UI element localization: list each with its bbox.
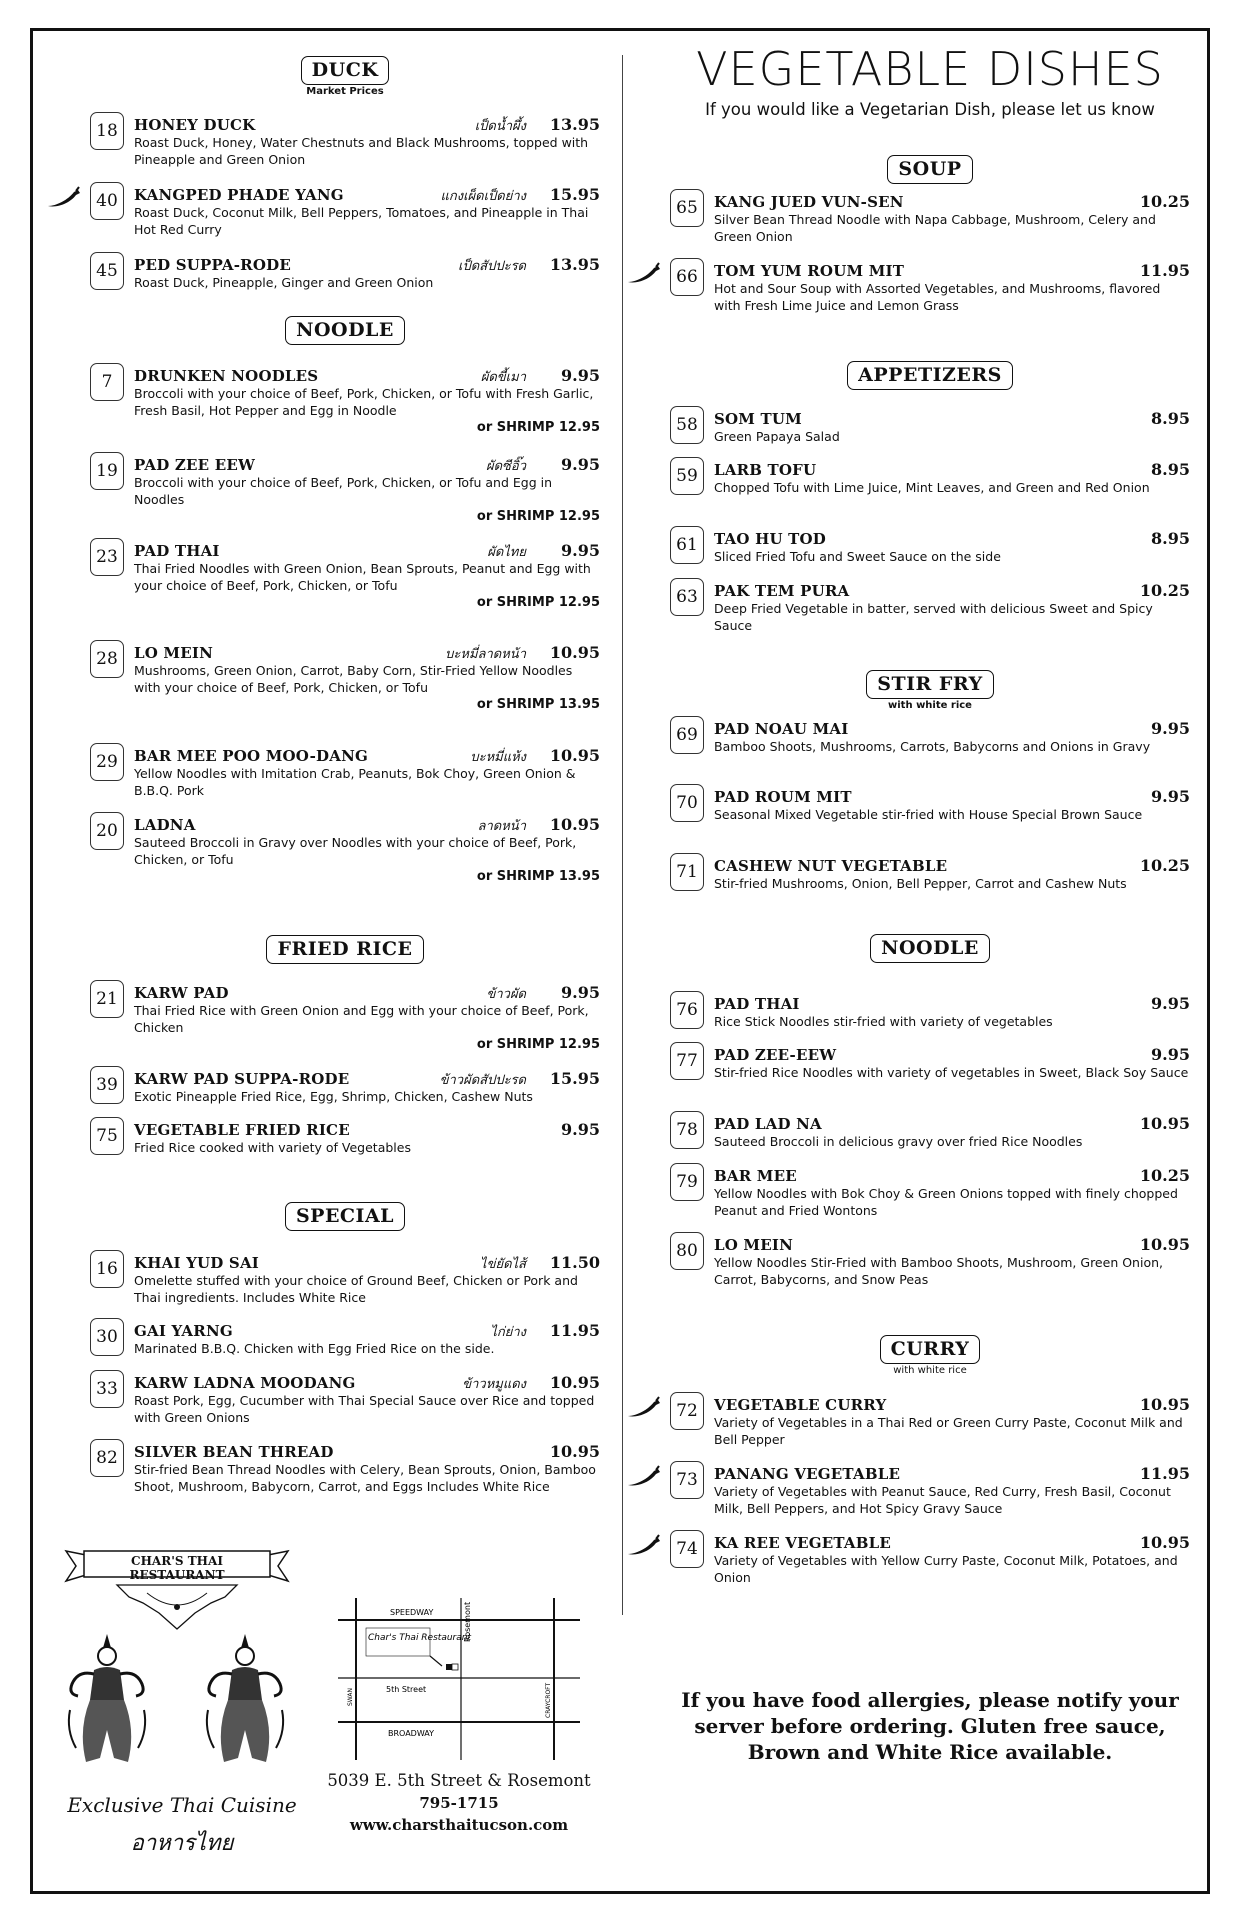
item-name: KHAI YUD SAI [134,1254,259,1272]
item-price: 8.95 [1151,529,1190,548]
item-name: GAI YARNG [134,1322,233,1340]
item-description: Stir-fried Bean Thread Noodles with Celery, Bean Sprouts, Onion, Bamboo Shoot, Mushroom, Babycorn, Carrot, and Eggs Includes White Rice [134,1462,596,1494]
item-number: 16 [90,1250,124,1288]
item-number: 28 [90,640,124,678]
appetizers-section [670,361,1190,390]
column-divider [622,55,623,1615]
item-thai-name: ผัดซีอิ๊ว [486,459,526,474]
phone-number: 795-1715 [419,1794,499,1812]
chili-pepper-icon [46,186,82,208]
item-name: PAD ZEE-EEW [714,1046,837,1064]
item-name: PAD ZEE EEW [134,456,256,474]
item-number: 20 [90,812,124,850]
special-section [90,1202,600,1231]
chili-pepper-icon [626,1465,662,1487]
item-number: 80 [670,1232,704,1270]
item-number: 70 [670,784,704,822]
item-thai-name: ข้าวผัดสัปปะรด [439,1073,526,1088]
shrimp-option: or SHRIMP 12.95 [476,595,600,610]
item-description: Yellow Noodles Stir-Fried with Bamboo Shoots, Mushroom, Green Onion, Carrot, Babycorns, and Snow Peas [714,1255,1163,1287]
item-description: Seasonal Mixed Vegetable stir-fried with House Special Brown Sauce [714,807,1143,822]
item-price: 11.95 [549,1321,600,1340]
stir-fry-section [670,670,1190,711]
item-description: Green Papaya Salad [714,429,840,444]
restaurant-logo [52,1545,312,1865]
item-price: 10.95 [549,815,600,834]
veg-noodle-section [670,934,1190,963]
item-description: Variety of Vegetables with Yellow Curry Paste, Coconut Milk, Potatoes, and Onion [714,1553,1178,1585]
item-name: BAR MEE [714,1167,797,1185]
item-description: Exotic Pineapple Fried Rice, Egg, Shrimp, Chicken, Cashew Nuts [134,1089,533,1104]
item-name: CASHEW NUT VEGETABLE [714,857,948,875]
fried-rice-section [90,935,600,964]
item-description: Roast Duck, Pineapple, Ginger and Green Onion [134,275,434,290]
section-subtitle: with white rice [888,700,972,711]
arrow-icon [430,1656,442,1666]
item-price: 9.95 [1151,1045,1190,1064]
map-label: BROADWAY [388,1729,435,1738]
item-description: Yellow Noodles with Bok Choy & Green Onions topped with finely chopped Peanut and Fried Wontons [714,1186,1178,1218]
item-price: 15.95 [549,1069,600,1088]
section-subtitle: with white rice [893,1365,967,1376]
item-description: Roast Pork, Egg, Cucumber with Thai Special Sauce over Rice and topped with Green Onions [134,1393,595,1425]
item-thai-name: ไก่ย่าง [490,1325,526,1340]
item-name: TOM YUM ROUM MIT [714,262,905,280]
item-price: 9.95 [561,983,600,1002]
map-label: Rosemont [463,1601,472,1642]
item-price: 10.95 [549,746,600,765]
item-description: Bamboo Shoots, Mushrooms, Carrots, Babycorns and Onions in Gravy [714,739,1151,754]
item-name: LO MEIN [134,644,214,662]
noodle-section [90,316,600,345]
item-number: 75 [90,1117,124,1155]
item-number: 65 [670,189,704,227]
item-number: 66 [670,258,704,296]
location-map [338,1598,580,1760]
item-number: 33 [90,1370,124,1408]
item-price: 10.25 [1139,192,1190,211]
section-title: DUCK [301,56,390,85]
item-number: 82 [90,1439,124,1477]
item-description: Chopped Tofu with Lime Juice, Mint Leaves, and Green and Red Onion [714,480,1150,495]
shrimp-option: or SHRIMP 13.95 [476,869,600,884]
item-number: 58 [670,406,704,444]
map-label: CRAYCROFT [545,1682,552,1718]
item-thai-name: ข้าวผัด [486,987,526,1002]
shrimp-option: or SHRIMP 12.95 [476,509,600,524]
restaurant-marker [446,1664,452,1670]
allergy-notice: If you have food allergies, please notify your server before ordering. Gluten free sauce, Brown and White Rice available. [681,1688,1179,1764]
section-title: NOODLE [870,934,990,963]
ornament-icon [107,1583,247,1631]
item-name: KARW PAD SUPPA-RODE [134,1070,350,1088]
duck-section [90,56,600,97]
item-price: 9.95 [561,1120,600,1139]
vegetable-dishes-subtitle: If you would like a Vegetarian Dish, please let us know [705,100,1155,119]
section-title: STIR FRY [866,670,993,699]
item-price: 10.95 [549,1373,600,1392]
item-description: Stir-fried Rice Noodles with variety of vegetables in Sweet, Black Soy Sauce [714,1065,1189,1080]
section-subtitle: Market Prices [306,86,384,97]
item-name: KA REE VEGETABLE [714,1534,891,1552]
item-thai-name: ไข่ยัดไส้ [480,1257,526,1272]
item-number: 39 [90,1066,124,1104]
item-thai-name: ข้าวหมูแดง [462,1377,526,1392]
item-thai-name: ผัดขี้เมา [480,370,526,385]
item-number: 19 [90,452,124,490]
item-number: 21 [90,980,124,1018]
item-description: Variety of Vegetables with Peanut Sauce, Red Curry, Fresh Basil, Coconut Milk, Bell Peppers, and Hot Spicy Gravy Sauce [714,1484,1171,1516]
shrimp-option: or SHRIMP 12.95 [476,420,600,435]
item-number: 71 [670,853,704,891]
item-description: Sauteed Broccoli in Gravy over Noodles with your choice of Beef, Pork, Chicken, or Tofu [134,835,577,867]
item-description: Omelette stuffed with your choice of Ground Beef, Chicken or Pork and Thai ingredients. Includes White Rice [134,1273,578,1305]
item-price: 10.25 [1139,856,1190,875]
item-price: 15.95 [549,185,600,204]
item-name: KANG JUED VUN-SEN [714,193,904,211]
item-description: Fried Rice cooked with variety of Vegetables [134,1140,411,1155]
item-name: PAK TEM PURA [714,582,850,600]
item-description: Rice Stick Noodles stir-fried with variety of vegetables [714,1014,1053,1029]
item-description: Hot and Sour Soup with Assorted Vegetables, and Mushrooms, flavored with Fresh Lime Juice and Lemon Grass [714,281,1161,313]
item-number: 74 [670,1530,704,1568]
map-label: 5th Street [386,1685,427,1694]
item-price: 10.25 [1139,1166,1190,1185]
item-name: SILVER BEAN THREAD [134,1443,334,1461]
thai-dancer-icon [202,1630,288,1770]
item-description: Mushrooms, Green Onion, Carrot, Baby Corn, Stir-Fried Yellow Noodles with your choice of Beef, Pork, Chicken, or Tofu [134,663,573,695]
item-description: Thai Fried Noodles with Green Onion, Bean Sprouts, Peanut and Egg with your choice of Beef, Pork, Chicken, or Tofu [134,561,591,593]
item-price: 9.95 [1151,994,1190,1013]
item-price: 10.25 [1139,581,1190,600]
item-price: 11.50 [549,1253,600,1272]
item-thai-name: แกงเผ็ดเป็ดย่าง [440,189,526,204]
item-name: PAD THAI [714,995,800,1013]
section-title: SOUP [887,155,972,184]
website: www.charsthaitucson.com [349,1816,569,1834]
item-number: 45 [90,252,124,290]
item-description: Deep Fried Vegetable in batter, served with delicious Sweet and Spicy Sauce [714,601,1153,633]
soup-section [670,155,1190,184]
item-description: Thai Fried Rice with Green Onion and Egg with your choice of Beef, Pork, Chicken [134,1003,589,1035]
item-name: PAD THAI [134,542,220,560]
item-description: Roast Duck, Coconut Milk, Bell Peppers, Tomatoes, and Pineapple in Thai Hot Red Curry [134,205,589,237]
item-description: Sliced Fried Tofu and Sweet Sauce on the side [714,549,1001,564]
section-title: APPETIZERS [847,361,1013,390]
item-description: Variety of Vegetables in a Thai Red or Green Curry Paste, Coconut Milk and Bell Pepper [714,1415,1183,1447]
map-label: SPEEDWAY [390,1608,434,1617]
item-name: KARW PAD [134,984,229,1002]
thai-tagline: อาหารไทย [130,1831,234,1856]
item-number: 79 [670,1163,704,1201]
item-name: PANANG VEGETABLE [714,1465,901,1483]
item-name: VEGETABLE FRIED RICE [134,1121,350,1139]
item-thai-name: เป็ดน้ำผึ้ง [474,119,526,134]
item-name: LARB TOFU [714,461,817,479]
shrimp-option: or SHRIMP 13.95 [476,697,600,712]
item-name: PAD NOAU MAI [714,720,849,738]
item-number: 63 [670,578,704,616]
item-price: 10.95 [1139,1395,1190,1414]
item-number: 77 [670,1042,704,1080]
street-address: 5039 E. 5th Street & Rosemont [327,1771,591,1790]
item-name: KANGPED PHADE YANG [134,186,344,204]
item-price: 9.95 [561,366,600,385]
item-number: 73 [670,1461,704,1499]
item-description: Yellow Noodles with Imitation Crab, Peanuts, Bok Choy, Green Onion & B.B.Q. Pork [134,766,576,798]
item-price: 11.95 [1139,1464,1190,1483]
item-price: 10.95 [1139,1533,1190,1552]
shrimp-option: or SHRIMP 12.95 [476,1037,600,1052]
item-price: 10.95 [549,1442,600,1461]
item-name: PAD LAD NA [714,1115,822,1133]
item-thai-name: เป็ดสัปปะรด [458,259,526,274]
item-number: 18 [90,112,124,150]
tagline: Exclusive Thai Cuisine [67,1793,297,1817]
item-number: 69 [670,716,704,754]
item-price: 13.95 [549,115,600,134]
item-price: 9.95 [561,541,600,560]
item-price: 11.95 [1139,261,1190,280]
item-name: LADNA [134,816,196,834]
item-name: DRUNKEN NOODLES [134,367,319,385]
item-name: KARW LADNA MOODANG [134,1374,356,1392]
map-label: Char's Thai Restaurant [368,1633,471,1643]
item-name: BAR MEE POO MOO-DANG [134,747,369,765]
section-title: NOODLE [285,316,405,345]
section-title: SPECIAL [285,1202,405,1231]
item-thai-name: บะหมี่ลาดหน้า [445,647,526,662]
item-number: 29 [90,743,124,781]
item-price: 8.95 [1151,409,1190,428]
item-description: Broccoli with your choice of Beef, Pork, Chicken, or Tofu with Fresh Garlic, Fresh Basil, Hot Pepper and Egg in Noodle [134,386,594,418]
item-name: HONEY DUCK [134,116,256,134]
item-number: 23 [90,538,124,576]
item-price: 8.95 [1151,460,1190,479]
chili-pepper-icon [626,1396,662,1418]
curry-section [670,1335,1190,1376]
item-name: PAD ROUM MIT [714,788,852,806]
item-number: 72 [670,1392,704,1430]
vegetable-dishes-title: VEGETABLE DISHES [696,42,1164,96]
item-description: Sauteed Broccoli in delicious gravy over fried Rice Noodles [714,1134,1083,1149]
item-description: Marinated B.B.Q. Chicken with Egg Fried Rice on the side. [134,1341,495,1356]
item-thai-name: ลาดหน้า [477,819,526,834]
item-price: 10.95 [1139,1114,1190,1133]
item-number: 30 [90,1318,124,1356]
item-number: 78 [670,1111,704,1149]
section-title: CURRY [880,1335,981,1364]
item-price: 13.95 [549,255,600,274]
item-thai-name: บะหมี่แห้ง [470,750,526,765]
item-description: Roast Duck, Honey, Water Chestnuts and Black Mushrooms, topped with Pineapple and Green Onion [134,135,589,167]
item-description: Broccoli with your choice of Beef, Pork, Chicken, or Tofu and Egg in Noodles [134,475,553,507]
item-price: 9.95 [1151,719,1190,738]
item-price: 9.95 [1151,787,1190,806]
item-number: 61 [670,526,704,564]
item-name: VEGETABLE CURRY [714,1396,887,1414]
chili-pepper-icon [626,1534,662,1556]
item-name: PED SUPPA-RODE [134,256,291,274]
item-name: LO MEIN [714,1236,794,1254]
address-block [322,1770,596,1836]
item-price: 10.95 [1139,1235,1190,1254]
item-number: 7 [90,363,124,401]
section-title: FRIED RICE [266,935,423,964]
item-price: 9.95 [561,455,600,474]
banner-text: CHAR'S THAI RESTAURANT [129,1554,225,1582]
item-description: Stir-fried Mushrooms, Onion, Bell Pepper, Carrot and Cashew Nuts [714,876,1127,891]
item-number: 40 [90,182,124,220]
item-description: Silver Bean Thread Noodle with Napa Cabbage, Mushroom, Celery and Green Onion [714,212,1156,244]
item-number: 76 [670,991,704,1029]
chili-pepper-icon [626,262,662,284]
map-label: SWAN [347,1687,354,1706]
item-number: 59 [670,457,704,495]
item-name: TAO HU TOD [714,530,826,548]
item-name: SOM TUM [714,410,802,428]
thai-dancer-icon [64,1630,150,1770]
item-price: 10.95 [549,643,600,662]
item-thai-name: ผัดไทย [487,545,526,560]
